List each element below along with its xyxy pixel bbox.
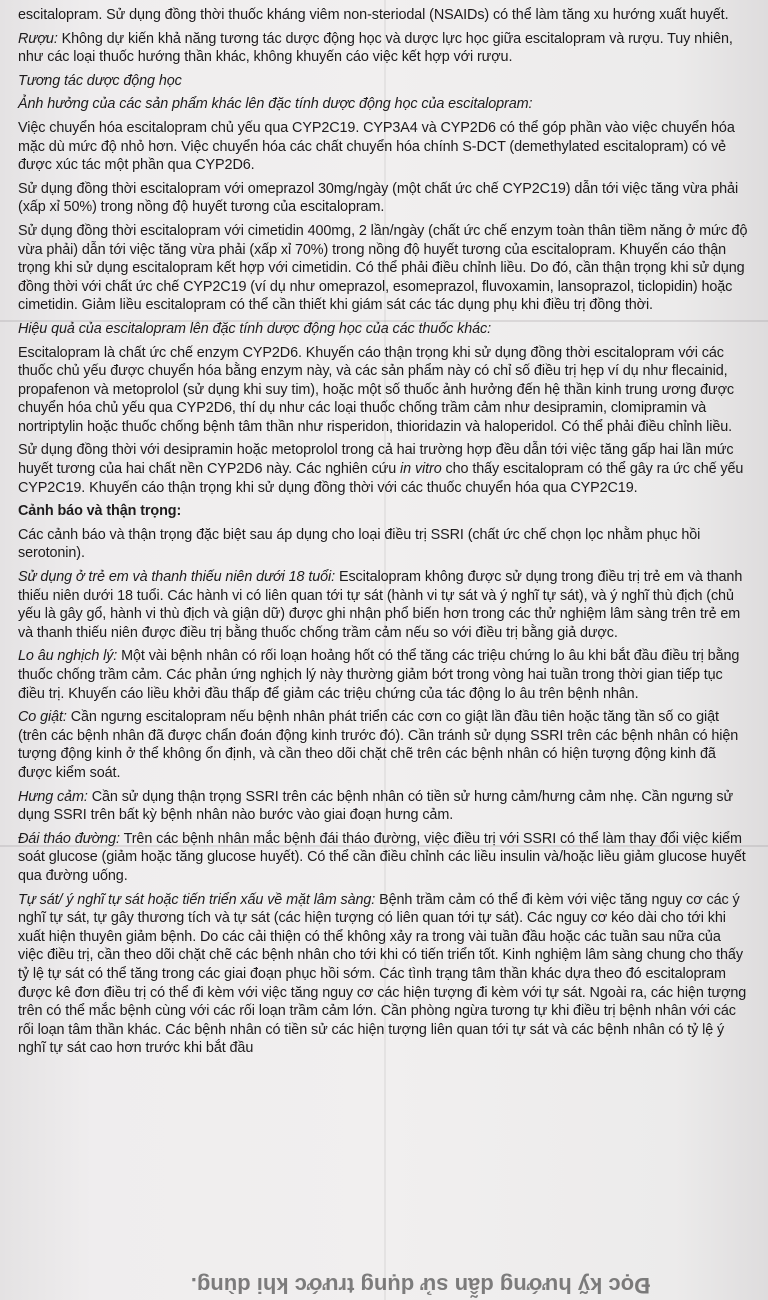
paragraph: Sử dụng đồng thời với desipramin hoặc metoprolol trong cả hai trường hợp đều dẫn tới việc tăng gấp hai lần mức huyết tương của hai chất nền CYP2D6 này. Các nghiên cứu in vitro cho thấy escitalopram có thể gây ra ức chế yếu CYP2C19. Khuyến cáo thận trọng khi sử dụng đồng thời với các thuốc chuyển hóa qua CYP2C19. bbox=[18, 442, 744, 496]
paragraph: Sử dụng ở trẻ em và thanh thiếu niên dưới 18 tuổi: Escitalopram không được sử dụng trong điều trị trẻ em và thanh thiếu niên dưới 18 tuổi. Các hành vi có liên quan tới tự sát (hành vi tự sát và ý nghĩ tự sát), và ý nghĩ thù địch (chủ yếu là gây gổ, hành vi thù địch và giận dữ) được ghi nhận phổ biến hơn trong các thử nghiệm lâm sàng trên trẻ em và thanh thiếu niên được điều trị bằng thuốc chống trầm cảm nếu so với điều trị bằng giả dược. bbox=[18, 569, 743, 641]
paragraph: Hưng cảm: Cần sử dụng thận trọng SSRI trên các bệnh nhân có tiền sử hưng cảm/hưng cảm nhẹ. Cần ngưng sử dụng SSRI trên bất kỳ bệnh nhân nào bước vào giai đoạn hưng cảm. bbox=[18, 788, 734, 824]
paragraph-lead: Lo âu nghịch lý: bbox=[18, 648, 118, 665]
paragraph: Sử dụng đồng thời escitalopram với omeprazol 30mg/ngày (một chất ức chế CYP2C19) dẫn tới việc tăng vừa phải (xấp xỉ 50%) trong nồng độ huyết tương của escitalopram. bbox=[18, 180, 739, 216]
paragraph-lead: Rượu: bbox=[18, 30, 58, 47]
paragraph: Co giật: Cần ngưng escitalopram nếu bệnh nhân phát triển các cơn co giật lần đầu tiên hoặc tăng tần số co giật (trên các bệnh nhân đã được chẩn đoán động kinh trước đó). Cần tránh sử dụng SSRI trên các bệnh nhân có hiện tượng động kinh ở thể không ổn định, và cần theo dõi chặt chẽ trên các bệnh nhân có hiện tượng động kinh đã được kiểm soát. bbox=[18, 709, 739, 781]
paragraph: Escitalopram là chất ức chế enzym CYP2D6. Khuyến cáo thận trọng khi sử dụng đồng thời escitalopram với các thuốc chủ yếu được chuyển hóa bằng enzym này, và các sản phẩm này có chỉ số điều trị hẹp ví dụ như flecainid, propafenon và metoprolol (sử dụng khi suy tim), hoặc một số thuốc ảnh hưởng đến hệ thần kinh trung ương được chuyển hóa chủ yếu qua CYP2D6, thí dụ như các loại thuốc chống trầm cảm như desipramin, clomipramin và nortriptylin hoặc thuốc chống bệnh tâm thần như risperidon, thioridazin và haloperidol. Có thể phải điều chỉnh liều. bbox=[18, 344, 735, 435]
paragraph-lead: Sử dụng ở trẻ em và thanh thiếu niên dưới 18 tuổi: bbox=[18, 569, 336, 586]
paragraph: Lo âu nghịch lý: Một vài bệnh nhân có rối loạn hoảng hốt có thể tăng các triệu chứng lo âu khi bắt đầu điều trị bằng thuốc chống trầm cảm. Các phản ứng nghịch lý này thường giảm bớt trong vòng hai tuần trong thời gian tiếp tục điều trị. Khuyến cáo liều khởi đầu thấp để giảm các triệu chứng của tác động lo âu trên bệnh nhân. bbox=[18, 648, 740, 702]
paragraph: Sử dụng đồng thời escitalopram với cimetidin 400mg, 2 lần/ngày (chất ức chế enzym toàn thân tiềm năng ở mức độ vừa phải) dẫn tới việc tăng vừa phải (xấp xỉ 70%) trong nồng độ huyết tương của escitalopram. Khuyến cáo thận trọng khi sử dụng escitalopram kết hợp với cimetidin. Có thể phải điều chỉnh liều. Do đó, cần thận trọng khi sử dụng đồng thời với chất ức chế CYP2C19 (ví dụ như omeprazol, esomeprazol, fluvoxamin, lansoprazol, ticlopidin) hoặc cimetidin. Giảm liều escitalopram có thể cần thiết khi giám sát các tác dụng phụ khi điều trị đồng thời. bbox=[18, 222, 748, 314]
section-heading: Cảnh báo và thận trọng: bbox=[18, 503, 182, 520]
section-subheading: Ảnh hưởng của các sản phẩm khác lên đặc tính dược động học của escitalopram: bbox=[18, 96, 533, 113]
paragraph-lead: Co giật: bbox=[18, 709, 67, 726]
paragraph: Tự sát/ ý nghĩ tự sát hoặc tiến triển xấu về mặt lâm sàng: Bệnh trầm cảm có thể đi kèm với việc tăng nguy cơ các ý nghĩ tự sát, tự gây thương tích và tự sát (các hiện tượng có liên quan tới tự sát). Các nguy cơ kéo dài cho tới khi xuất hiện thuyên giảm bệnh. Do các cải thiện có thể không xảy ra trong vài tuần đầu hoặc các tuần sau nữa của việc điều trị, cần theo dõi chặt chẽ các bệnh nhân cho tới khi có tiến triển tốt. Kinh nghiệm lâm sàng chung cho thấy tỷ lệ tự sát có thể tăng trong các giai đoạn phục hồi sớm. Các tình trạng tâm thần khác dựa theo đó escitalopram được kê đơn điều trị có thể đi kèm với việc tăng nguy cơ các hiện tượng đi kèm với tự sát. Ngoài ra, các hiện tượng trên có thể mắc bệnh cùng với các rối loạn trầm cảm lớn. Cần phòng ngừa tương tự khi điều trị bệnh nhân với các rối loạn tâm thần khác. Các bệnh nhân có tiền sử các hiện tượng liên quan tới tự sát và các bệnh nhân có tỷ lệ ý nghĩ tự sát cao hơn trước khi bắt đầu bbox=[18, 891, 747, 1057]
show-through-text: Đọc kỹ hướng dẫn sử dụng trước khi dùng. bbox=[190, 1273, 650, 1298]
paragraph: Đái tháo đường: Trên các bệnh nhân mắc bệnh đái tháo đường, việc điều trị với SSRI có thể làm thay đổi việc kiểm soát glucose (giảm hoặc tăng glucose huyết). Có thể cần điều chỉnh các liều insulin và/hoặc liều giảm glucose huyết qua đường uống. bbox=[18, 830, 746, 884]
section-subheading: Tương tác dược động học bbox=[18, 72, 182, 89]
paragraph: Các cảnh báo và thận trọng đặc biệt sau áp dụng cho loại điều trị SSRI (chất ức chế chọn lọc nhằm phục hồi serotonin). bbox=[18, 526, 701, 562]
leaflet-text bbox=[18, 6, 748, 1063]
paragraph-lead: Đái tháo đường: bbox=[18, 830, 120, 847]
paragraph: escitalopram. Sử dụng đồng thời thuốc kháng viêm non-steriodal (NSAIDs) có thể làm tăng xu hướng xuất huyết. bbox=[18, 7, 729, 23]
paragraph-lead: Tự sát/ ý nghĩ tự sát hoặc tiến triển xấu về mặt lâm sàng: bbox=[18, 891, 376, 908]
paragraph-lead: Hưng cảm: bbox=[18, 788, 88, 805]
paragraph: Rượu: Không dự kiến khả năng tương tác dược động học và dược lực học giữa escitalopram và rượu. Tuy nhiên, như các loại thuốc hướng thần khác, không khuyến cáo việc kết hợp với rượu. bbox=[18, 30, 733, 66]
paragraph: Việc chuyển hóa escitalopram chủ yếu qua CYP2C19. CYP3A4 và CYP2D6 có thể góp phần vào việc chuyển hóa mặc dù mức độ nhỏ hơn. Việc chuyển hóa các chất chuyển hóa chính S-DCT (demethylated escitalopram) có vẻ được xúc tác một phần qua CYP2D6. bbox=[18, 119, 735, 174]
section-subheading: Hiệu quả của escitalopram lên đặc tính dược động học của các thuốc khác: bbox=[18, 320, 492, 337]
